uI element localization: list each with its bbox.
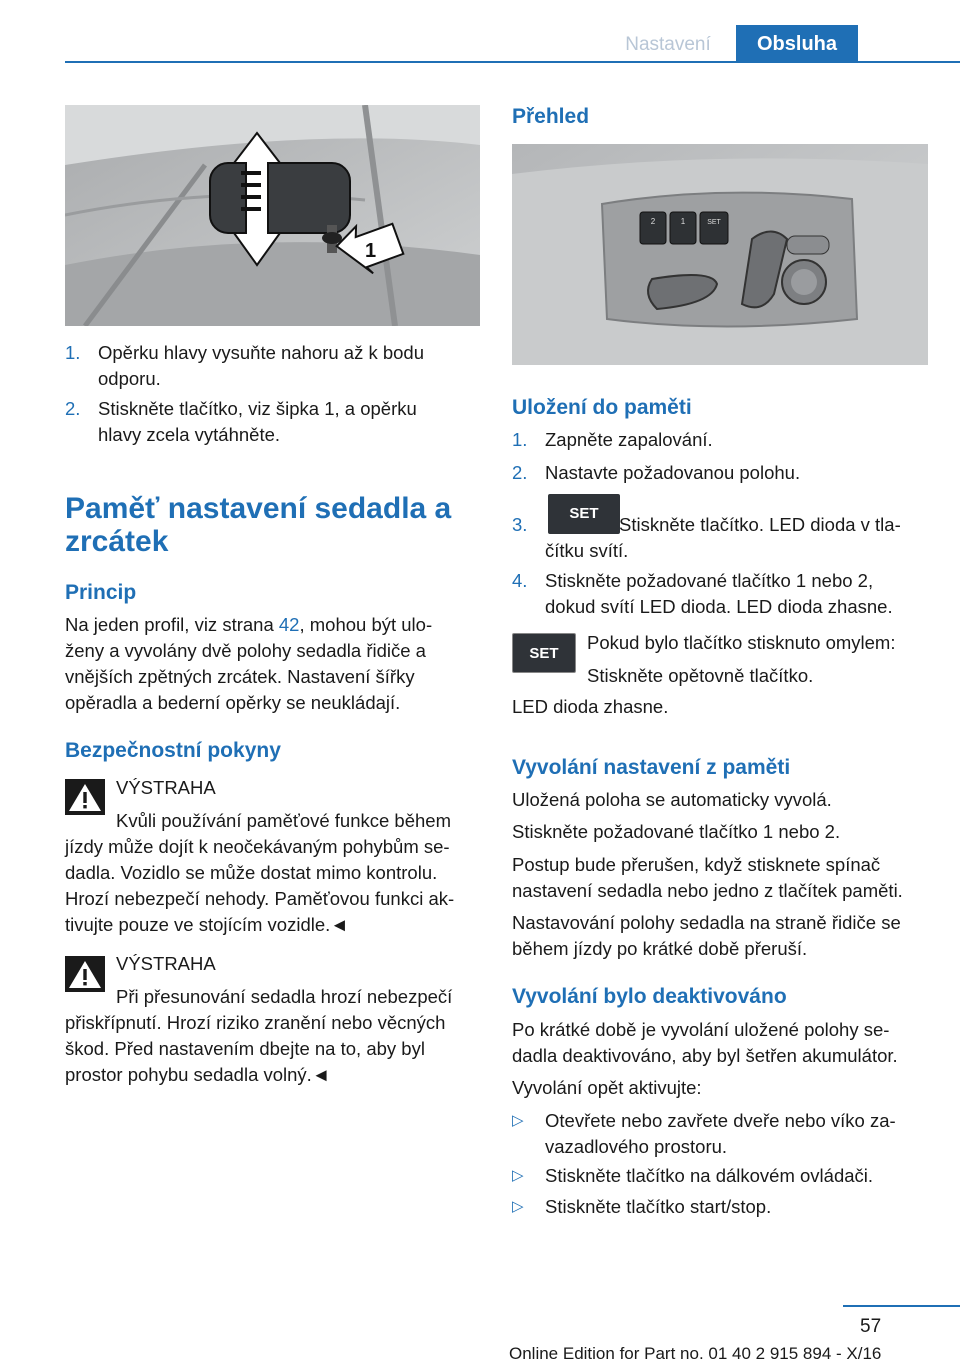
deactivated-heading: Vyvolání bylo deaktivováno: [512, 985, 787, 1008]
header-rule: [65, 61, 960, 63]
overview-heading: Přehled: [512, 105, 590, 128]
note-line-1: Pokud bylo tlačítko stisknuto omylem:: [587, 632, 896, 653]
deactivated-text: Po krátké době je vyvolání uložené polohy se- dadla deaktivováno, aby byl šetřen akumulátor.: [512, 1019, 898, 1066]
header-section: Nastavení: [625, 34, 711, 55]
note-line-2: Stiskněte opětovně tlačítko.: [587, 665, 814, 686]
save-step-3: 3. SET Stiskněte tlačítko. LED dioda v tla- čítku svítí.: [512, 512, 930, 564]
recall-para-1: Uložená poloha se automaticky vyvolá.: [512, 789, 832, 810]
warning-1-line-1: Kvůli používání paměťové funkce během: [116, 810, 451, 831]
save-heading: Uložení do paměti: [512, 396, 692, 419]
seat-controls-figure: [512, 144, 928, 365]
recall-para-3: Postup bude přerušen, když stisknete spínač nastavení sedadla nebo jedno z tlačítek paměti.: [512, 854, 903, 901]
bullet-item: ▷ Otevřete nebo zavřete dveře nebo víko za- vazadlového prostoru.: [512, 1110, 896, 1157]
warning-1-body: jízdy může dojít k neočekávaným pohybům se- dadla. Vozidlo se může dostat mimo kontrolu. Hrozí nebezpečí nehody. Paměťovou funkci ak- tivujte pouze ve stojícím vozidle.◄: [65, 836, 455, 935]
step-1: 1. Opěrku hlavy vysuňte nahoru až k bodu odporu.: [65, 342, 424, 389]
memory-button-1: 1: [680, 217, 686, 226]
reactivate-text: Vyvolání opět aktivujte:: [512, 1077, 702, 1098]
warning-2-line-1: Při přesunování sedadla hrozí nebezpečí: [116, 986, 453, 1007]
principle-text: Na jeden profil, viz strana 42, mohou být ulo- ženy a vyvolány dvě polohy sedadla řidiče a vnějších zpětných zrcátek. Nastavení šířky opěradla a bederní opěrky se neukládají.: [65, 614, 433, 713]
warning-icon: [65, 779, 105, 815]
bullet-triangle-icon: ▷: [512, 1112, 524, 1129]
warning-1-label: VÝSTRAHA: [116, 777, 216, 798]
led-off-text: LED dioda zhasne.: [512, 696, 669, 717]
memory-button-set: SET: [707, 219, 721, 226]
footer-edition: Online Edition for Part no. 01 40 2 915 894 - X/16: [509, 1344, 882, 1362]
bullet-triangle-icon: ▷: [512, 1167, 524, 1184]
save-step-4: 4. Stiskněte požadované tlačítko 1 nebo 2, dokud svítí LED dioda. LED dioda zhasne.: [512, 570, 893, 617]
memory-button-2: 2: [650, 217, 656, 226]
warning-2-label: VÝSTRAHA: [116, 953, 216, 974]
step-2: 2. Stiskněte tlačítko, viz šipka 1, a opěrku hlavy zcela vytáhněte.: [65, 398, 417, 445]
page-number: 57: [860, 1316, 882, 1337]
recall-heading: Vyvolání nastavení z paměti: [512, 756, 791, 779]
set-button-image: SET: [548, 494, 620, 534]
warning-2-body: přiskřípnutí. Hrozí riziko zranění nebo věcných škod. Před nastavením dbejte na to, aby byl prostor pohybu sedadla volný.◄: [65, 1012, 446, 1085]
bullet-triangle-icon: ▷: [512, 1198, 524, 1215]
headrest-illustration: [65, 105, 480, 326]
section-title: Paměť nastavení sedadla a zrcátek: [65, 492, 452, 558]
safety-heading: Bezpečnostní pokyny: [65, 739, 281, 762]
figure-callout-1: 1: [365, 240, 377, 262]
warning-icon: [65, 956, 105, 992]
headrest-figure: [65, 105, 480, 326]
header-chapter-tab: Obsluha: [736, 25, 858, 63]
principle-heading: Princip: [65, 581, 137, 604]
page-reference-link[interactable]: 42: [278, 614, 300, 635]
recall-para-4: Nastavování polohy sedadla na straně řidiče se během jízdy po krátké době přeruší.: [512, 912, 901, 959]
recall-para-2: Stiskněte požadované tlačítko 1 nebo 2.: [512, 821, 841, 842]
footer-rule: [843, 1305, 960, 1307]
set-button-note-image: SET: [512, 633, 576, 673]
seat-controls-illustration: [512, 144, 928, 365]
